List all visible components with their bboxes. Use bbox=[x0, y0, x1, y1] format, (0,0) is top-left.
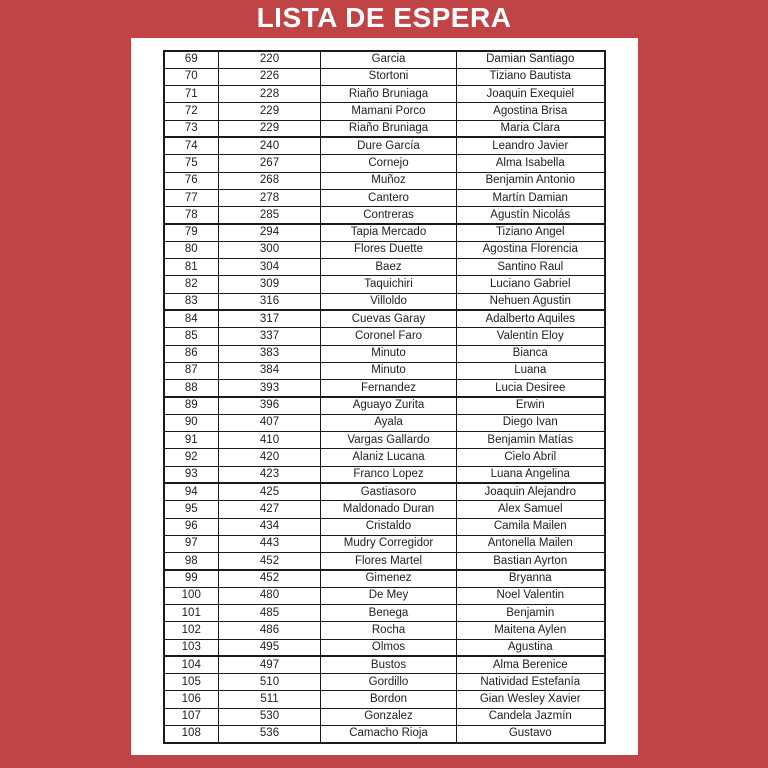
table-row bbox=[164, 276, 605, 293]
table-row bbox=[164, 120, 605, 137]
cell-position: 94 bbox=[164, 483, 219, 500]
table-row bbox=[164, 501, 605, 518]
cell-position: 79 bbox=[164, 224, 219, 241]
table-row bbox=[164, 397, 605, 414]
cell-number: 434 bbox=[219, 518, 321, 535]
cell-position: 107 bbox=[164, 708, 219, 725]
table-row bbox=[164, 137, 605, 154]
table-row bbox=[164, 103, 605, 120]
cell-position: 77 bbox=[164, 189, 219, 206]
cell-position: 98 bbox=[164, 553, 219, 570]
cell-number: 427 bbox=[219, 501, 321, 518]
cell-position: 75 bbox=[164, 155, 219, 172]
cell-firstnames: Bianca bbox=[457, 345, 605, 362]
table-row bbox=[164, 380, 605, 397]
cell-surname: Aguayo Zurita bbox=[321, 397, 457, 414]
cell-firstnames: Leandro Javier bbox=[457, 137, 605, 154]
table-row bbox=[164, 622, 605, 639]
waiting-list-body bbox=[164, 51, 605, 743]
cell-position: 88 bbox=[164, 380, 219, 397]
cell-surname: Benega bbox=[321, 605, 457, 622]
cell-surname: Mamani Porco bbox=[321, 103, 457, 120]
cell-firstnames: Erwin bbox=[457, 397, 605, 414]
cell-position: 93 bbox=[164, 466, 219, 483]
cell-firstnames: Adalberto Aquiles bbox=[457, 310, 605, 327]
cell-position: 89 bbox=[164, 397, 219, 414]
table-row bbox=[164, 207, 605, 224]
cell-position: 100 bbox=[164, 587, 219, 604]
table-row bbox=[164, 189, 605, 206]
cell-surname: Bustos bbox=[321, 656, 457, 673]
cell-number: 420 bbox=[219, 449, 321, 466]
cell-position: 80 bbox=[164, 241, 219, 258]
cell-surname: Riaño Bruniaga bbox=[321, 86, 457, 103]
cell-surname: Gastiasoro bbox=[321, 483, 457, 500]
table-row bbox=[164, 293, 605, 310]
table-row bbox=[164, 432, 605, 449]
cell-firstnames: Natividad Estefanía bbox=[457, 674, 605, 691]
cell-number: 317 bbox=[219, 310, 321, 327]
table-row bbox=[164, 449, 605, 466]
cell-firstnames: Agustina bbox=[457, 639, 605, 656]
cell-firstnames: Martín Damian bbox=[457, 189, 605, 206]
cell-number: 425 bbox=[219, 483, 321, 500]
cell-position: 103 bbox=[164, 639, 219, 656]
waiting-list-table bbox=[163, 50, 606, 744]
cell-firstnames: Gustavo bbox=[457, 726, 605, 743]
cell-number: 229 bbox=[219, 120, 321, 137]
cell-number: 267 bbox=[219, 155, 321, 172]
cell-firstnames: Tiziano Bautista bbox=[457, 68, 605, 85]
cell-number: 300 bbox=[219, 241, 321, 258]
cell-firstnames: Luana Angelina bbox=[457, 466, 605, 483]
cell-number: 294 bbox=[219, 224, 321, 241]
cell-firstnames: Nehuen Agustin bbox=[457, 293, 605, 310]
table-row bbox=[164, 483, 605, 500]
cell-firstnames: Candela Jazmín bbox=[457, 708, 605, 725]
cell-firstnames: Luana bbox=[457, 362, 605, 379]
cell-position: 86 bbox=[164, 345, 219, 362]
cell-position: 71 bbox=[164, 86, 219, 103]
cell-number: 309 bbox=[219, 276, 321, 293]
cell-number: 407 bbox=[219, 414, 321, 431]
cell-surname: Rocha bbox=[321, 622, 457, 639]
cell-number: 393 bbox=[219, 380, 321, 397]
cell-surname: Fernandez bbox=[321, 380, 457, 397]
cell-surname: Minuto bbox=[321, 345, 457, 362]
cell-number: 337 bbox=[219, 328, 321, 345]
cell-surname: Vargas Gallardo bbox=[321, 432, 457, 449]
table-row bbox=[164, 691, 605, 708]
table-row bbox=[164, 68, 605, 85]
cell-position: 76 bbox=[164, 172, 219, 189]
cell-surname: Maldonado Duran bbox=[321, 501, 457, 518]
cell-firstnames: Agostina Brisa bbox=[457, 103, 605, 120]
cell-number: 384 bbox=[219, 362, 321, 379]
cell-number: 278 bbox=[219, 189, 321, 206]
cell-firstnames: Maitena Aylen bbox=[457, 622, 605, 639]
table-row bbox=[164, 224, 605, 241]
cell-surname: De Mey bbox=[321, 587, 457, 604]
cell-surname: Stortoni bbox=[321, 68, 457, 85]
cell-firstnames: Maria Clara bbox=[457, 120, 605, 137]
table-row bbox=[164, 86, 605, 103]
cell-surname: Villoldo bbox=[321, 293, 457, 310]
cell-position: 97 bbox=[164, 535, 219, 552]
table-row bbox=[164, 310, 605, 327]
cell-surname: Taquichiri bbox=[321, 276, 457, 293]
table-row bbox=[164, 345, 605, 362]
table-row bbox=[164, 553, 605, 570]
cell-number: 485 bbox=[219, 605, 321, 622]
cell-surname: Cornejo bbox=[321, 155, 457, 172]
cell-surname: Gonzalez bbox=[321, 708, 457, 725]
cell-position: 101 bbox=[164, 605, 219, 622]
cell-firstnames: Alex Samuel bbox=[457, 501, 605, 518]
cell-surname: Cantero bbox=[321, 189, 457, 206]
cell-number: 226 bbox=[219, 68, 321, 85]
cell-firstnames: Damian Santiago bbox=[457, 51, 605, 68]
table-row bbox=[164, 674, 605, 691]
cell-number: 486 bbox=[219, 622, 321, 639]
cell-number: 410 bbox=[219, 432, 321, 449]
table-row bbox=[164, 570, 605, 587]
cell-firstnames: Valentín Eloy bbox=[457, 328, 605, 345]
cell-position: 92 bbox=[164, 449, 219, 466]
cell-number: 480 bbox=[219, 587, 321, 604]
table-row bbox=[164, 51, 605, 68]
cell-position: 70 bbox=[164, 68, 219, 85]
cell-firstnames: Antonella Mailen bbox=[457, 535, 605, 552]
cell-position: 73 bbox=[164, 120, 219, 137]
cell-firstnames: Diego Ivan bbox=[457, 414, 605, 431]
table-row bbox=[164, 259, 605, 276]
table-row bbox=[164, 708, 605, 725]
cell-position: 83 bbox=[164, 293, 219, 310]
table-row bbox=[164, 656, 605, 673]
cell-firstnames: Alma Berenice bbox=[457, 656, 605, 673]
cell-firstnames: Benjamin Antonio bbox=[457, 172, 605, 189]
cell-firstnames: Benjamin bbox=[457, 605, 605, 622]
cell-position: 99 bbox=[164, 570, 219, 587]
cell-surname: Flores Duette bbox=[321, 241, 457, 258]
cell-number: 383 bbox=[219, 345, 321, 362]
title-band bbox=[0, 0, 768, 38]
cell-surname: Gimenez bbox=[321, 570, 457, 587]
cell-surname: Mudry Corregidor bbox=[321, 535, 457, 552]
cell-firstnames: Benjamin Matías bbox=[457, 432, 605, 449]
cell-surname: Tapia Mercado bbox=[321, 224, 457, 241]
cell-firstnames: Cielo Abril bbox=[457, 449, 605, 466]
cell-firstnames: Camila Mailen bbox=[457, 518, 605, 535]
cell-firstnames: Agostina Florencia bbox=[457, 241, 605, 258]
cell-position: 105 bbox=[164, 674, 219, 691]
cell-firstnames: Luciano Gabriel bbox=[457, 276, 605, 293]
table-row bbox=[164, 155, 605, 172]
cell-position: 85 bbox=[164, 328, 219, 345]
cell-number: 304 bbox=[219, 259, 321, 276]
table-row bbox=[164, 172, 605, 189]
cell-number: 452 bbox=[219, 570, 321, 587]
cell-firstnames: Agustín Nicolás bbox=[457, 207, 605, 224]
cell-surname: Coronel Faro bbox=[321, 328, 457, 345]
cell-position: 82 bbox=[164, 276, 219, 293]
cell-position: 78 bbox=[164, 207, 219, 224]
cell-surname: Cuevas Garay bbox=[321, 310, 457, 327]
cell-position: 74 bbox=[164, 137, 219, 154]
cell-surname: Franco Lopez bbox=[321, 466, 457, 483]
cell-surname: Riaño Bruniaga bbox=[321, 120, 457, 137]
cell-position: 104 bbox=[164, 656, 219, 673]
cell-surname: Alaniz Lucana bbox=[321, 449, 457, 466]
cell-position: 72 bbox=[164, 103, 219, 120]
cell-position: 95 bbox=[164, 501, 219, 518]
cell-firstnames: Lucia Desiree bbox=[457, 380, 605, 397]
cell-number: 240 bbox=[219, 137, 321, 154]
cell-number: 316 bbox=[219, 293, 321, 310]
cell-position: 81 bbox=[164, 259, 219, 276]
cell-position: 87 bbox=[164, 362, 219, 379]
cell-position: 91 bbox=[164, 432, 219, 449]
cell-position: 96 bbox=[164, 518, 219, 535]
cell-surname: Olmos bbox=[321, 639, 457, 656]
table-row bbox=[164, 241, 605, 258]
cell-number: 497 bbox=[219, 656, 321, 673]
cell-number: 452 bbox=[219, 553, 321, 570]
table-row bbox=[164, 328, 605, 345]
cell-position: 102 bbox=[164, 622, 219, 639]
cell-surname: Bordon bbox=[321, 691, 457, 708]
table-row bbox=[164, 726, 605, 743]
cell-surname: Contreras bbox=[321, 207, 457, 224]
cell-surname: Dure García bbox=[321, 137, 457, 154]
cell-firstnames: Alma Isabella bbox=[457, 155, 605, 172]
cell-number: 511 bbox=[219, 691, 321, 708]
cell-number: 268 bbox=[219, 172, 321, 189]
table-row bbox=[164, 535, 605, 552]
cell-position: 90 bbox=[164, 414, 219, 431]
cell-firstnames: Noel Valentin bbox=[457, 587, 605, 604]
cell-number: 229 bbox=[219, 103, 321, 120]
cell-number: 396 bbox=[219, 397, 321, 414]
cell-position: 106 bbox=[164, 691, 219, 708]
list-panel bbox=[131, 38, 638, 755]
cell-surname: Cristaldo bbox=[321, 518, 457, 535]
table-row bbox=[164, 605, 605, 622]
cell-firstnames: Gian Wesley Xavier bbox=[457, 691, 605, 708]
cell-firstnames: Bastian Ayrton bbox=[457, 553, 605, 570]
table-row bbox=[164, 518, 605, 535]
cell-number: 510 bbox=[219, 674, 321, 691]
cell-surname: Camacho Rioja bbox=[321, 726, 457, 743]
cell-surname: Baez bbox=[321, 259, 457, 276]
cell-position: 84 bbox=[164, 310, 219, 327]
cell-firstnames: Joaquin Alejandro bbox=[457, 483, 605, 500]
table-row bbox=[164, 414, 605, 431]
table-row bbox=[164, 362, 605, 379]
cell-number: 220 bbox=[219, 51, 321, 68]
cell-firstnames: Santino Raul bbox=[457, 259, 605, 276]
cell-surname: Ayala bbox=[321, 414, 457, 431]
cell-number: 285 bbox=[219, 207, 321, 224]
cell-firstnames: Tiziano Angel bbox=[457, 224, 605, 241]
cell-number: 443 bbox=[219, 535, 321, 552]
cell-number: 530 bbox=[219, 708, 321, 725]
table-row bbox=[164, 466, 605, 483]
cell-position: 108 bbox=[164, 726, 219, 743]
cell-firstnames: Bryanna bbox=[457, 570, 605, 587]
cell-number: 423 bbox=[219, 466, 321, 483]
table-row bbox=[164, 587, 605, 604]
cell-number: 536 bbox=[219, 726, 321, 743]
cell-surname: Muñoz bbox=[321, 172, 457, 189]
cell-surname: Gordillo bbox=[321, 674, 457, 691]
cell-surname: Garcia bbox=[321, 51, 457, 68]
cell-position: 69 bbox=[164, 51, 219, 68]
cell-number: 228 bbox=[219, 86, 321, 103]
cell-firstnames: Joaquin Exequiel bbox=[457, 86, 605, 103]
cell-number: 495 bbox=[219, 639, 321, 656]
cell-surname: Minuto bbox=[321, 362, 457, 379]
cell-surname: Flores Martel bbox=[321, 553, 457, 570]
table-row bbox=[164, 639, 605, 656]
page-title: LISTA DE ESPERA bbox=[256, 2, 512, 33]
